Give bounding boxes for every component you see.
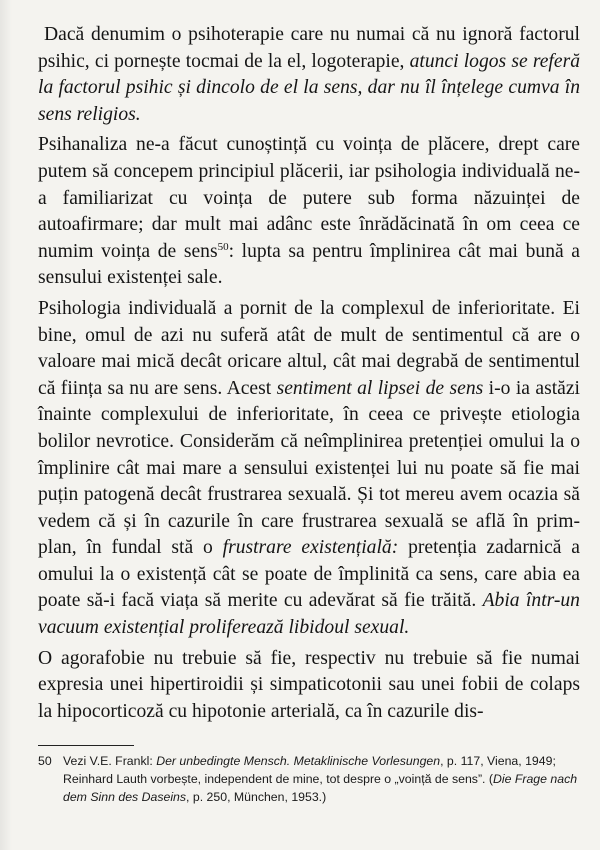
text-run: i-o ia astăzi înainte complexului de inferioritate, în ceea ce privește etiologia bolilor nevrotice. Considerăm că neîmplinirea pretenției omului la o împlinire cât mai mare a sensului existenței lui nu poate să fie mai puțin patogenă decât frustrarea sexuală. Și tot mereu avem ocazia să vedem că și în cazurile în care frustrarea sexuală se află în prim-plan, în fundal stă o xyxy=(38,377,580,559)
text-run: pretenția zadarnică a omului la o existență cât se poate de împlinită ca sens, care abia ea poate să-i facă viața să merite cu adevărat să fie trăită. xyxy=(38,537,581,612)
text-run: : lupta sa pentru împlinirea cât mai bună a sensului existenței sale. xyxy=(38,240,580,289)
text-run: Dacă denumim o psihoterapie care nu numai că nu ignoră factorul psihic, ci pornește tocmai de la el, logoterapie, xyxy=(38,24,580,72)
text-run: Vezi V.E. Frankl: xyxy=(63,754,157,768)
paragraph-1 xyxy=(38,22,580,128)
footnote-reference: 50 xyxy=(217,240,229,253)
text-run: O agorafobie nu trebuie să fie, respectiv nu trebuie să fie numai expresia unei hipertiroidii și simpaticotonii sau unei fobii de colaps la hipocorticoză cu hipotonie arterială, ca în cazurile dis- xyxy=(38,647,580,722)
paragraph-4 xyxy=(38,646,580,726)
text-run: , p. 117, Viena, 1949; Reinhard Lauth vorbește, independent de mine, tot despre o „voință de sens”. ( xyxy=(63,754,556,786)
body-text xyxy=(38,22,580,725)
italic-text-run: frustrare existențială: xyxy=(222,537,399,559)
paragraph-2 xyxy=(38,132,580,292)
text-run: Psihanaliza ne-a făcut cunoștință cu voința de plăcere, drept care putem să concepem principiul plăcerii, iar psihologia individuală ne-a familiarizat cu voința de putere sub forma năzuinței de autoafirmare; dar mult mai adânc este înrădăcinată în om ceea ce numim voința de sens xyxy=(38,134,580,262)
page-edge-shadow xyxy=(0,0,12,850)
italic-text-run: Die Frage nach dem Sinn des Daseins xyxy=(63,772,578,804)
footnote xyxy=(38,752,583,806)
italic-text-run: atunci logos se referă la factorul psihic și dincolo de el la sens, dar nu îl înțelege cumva în sens religios. xyxy=(38,50,580,125)
italic-text-run: Der unbedingte Mensch. Metaklinische Vorlesungen xyxy=(156,754,441,768)
footnote-text xyxy=(63,752,583,806)
italic-text-run: sentiment al lipsei de sens xyxy=(276,377,484,399)
text-run: , p. 250, München, 1953.) xyxy=(186,790,327,804)
italic-text-run: Abia într-un vacuum existențial proliferează libidoul sexual. xyxy=(38,590,580,639)
footnote-number: 50 xyxy=(38,754,52,768)
footnote-rule xyxy=(38,745,134,746)
paragraph-3 xyxy=(38,296,580,642)
text-run: Psihologia individuală a pornit de la complexul de inferioritate. Ei bine, omul de azi nu suferă atât de mult de sentimentul că are o valoare mai mică decât oricare altul, cât mai degrabă de sentimentul că ființa sa nu are sens. Acest xyxy=(38,297,580,399)
